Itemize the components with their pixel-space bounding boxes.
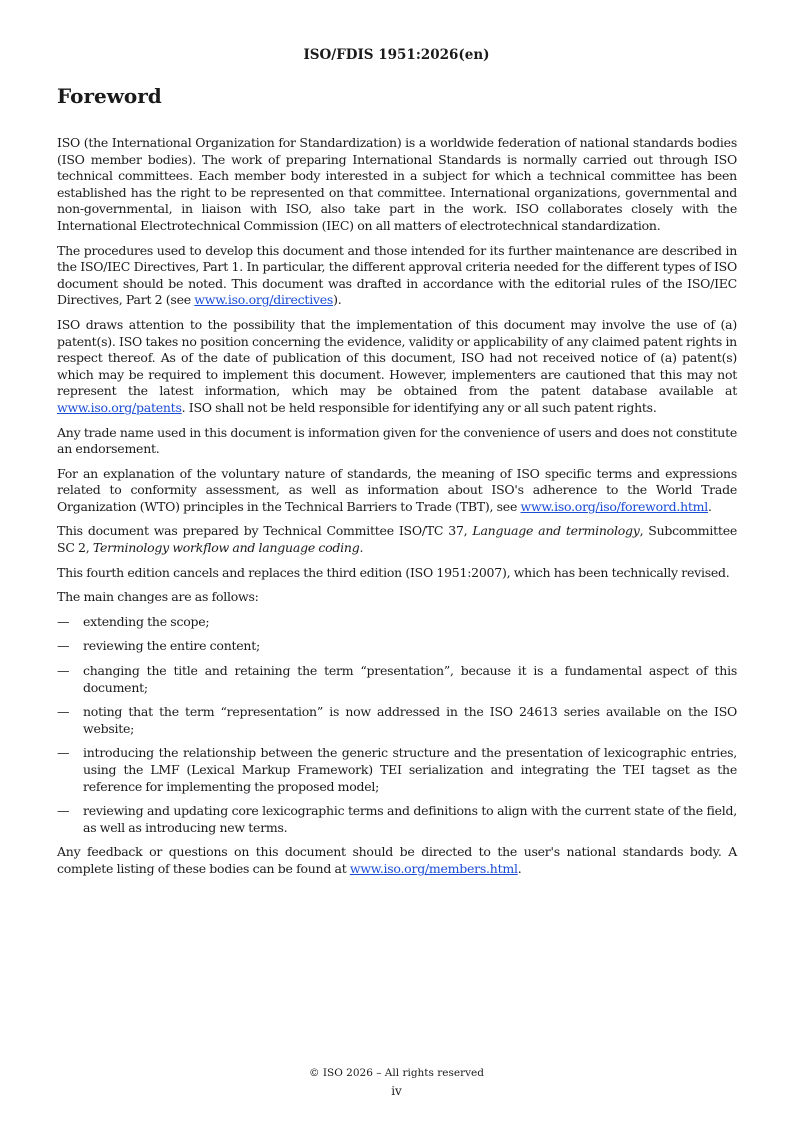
paragraph-iso-intro: ISO (the International Organization for Standardization) is a worldwide federation of national standards bodies (ISO member bodies). The work of preparing International Standards is normally carried out through ISO technical committees. Each member body interested in a subject for which a technical committee has been established has the right to be represented on that committee. International organizations, governmental and non-governmental, in liaison with ISO, also take part in the work. ISO collaborates closely with the International Electrotechnical Commission (IEC) on all matters of electrotechnical standardization. [57,135,737,233]
dash-bullet: — [57,803,70,819]
copyright-footer: © ISO 2026 – All rights reserved [309,1067,484,1079]
list-item [57,704,737,737]
page-title: Foreword [57,84,162,108]
paragraph-changes-intro: The main changes are as follows: [57,589,259,605]
members-link[interactable]: www.iso.org/members.html [349,860,518,876]
paragraph-text: ISO draws attention to the possibility that the implementation of this document may involve the use of (a) patent(s). ISO takes no position concerning the evidence, validity or applicability of any claimed patent rights in respect thereof. As of the date of publication of this document, ISO had not received notice of (a) patent(s) which may be required to implement this document. However, implementers are cautioned that this may not represent the latest information, which may be obtained from the patent database available at [57,316,737,399]
list-item [57,803,737,836]
paragraph-tail: ). [333,292,342,308]
patents-link[interactable]: www.iso.org/patents [57,399,182,415]
changes-list [57,614,737,837]
list-item-text: reviewing and updating core lexicographic terms and definitions to align with the current state of the field, as well as introducing new terms. [83,803,737,835]
list-item-text: changing the title and retaining the term “presentation”, because it is a fundamental aspect of this document; [83,663,737,695]
paragraph-tail: . [517,860,522,876]
paragraph-patents [57,317,737,417]
paragraph-text: For an explanation of the voluntary nature of standards, the meaning of ISO specific terms and expressions related to conformity assessment, as well as information about ISO's adherence to the World Trade Organization (WTO) principles in the Technical Barriers to Trade (TBT), see [57,465,737,514]
dash-bullet: — [57,638,70,654]
list-item-text: introducing the relationship between the generic structure and the presentation of lexicographic entries, using the LMF (Lexical Markup Framework) TEI serialization and integrating the TEI tagset as the reference for implementing the proposed model; [83,745,737,794]
dash-bullet: — [57,745,70,761]
list-item-text: reviewing the entire content; [83,638,260,654]
paragraph-tail: . [359,540,364,556]
paragraph-text: This document was prepared by Technical Committee ISO/TC 37, [57,523,473,539]
list-item [57,638,737,655]
directives-link[interactable]: www.iso.org/directives [194,292,334,308]
paragraph-text: Any feedback or questions on this document should be directed to the user's national standards body. A complete listing of these bodies can be found at [57,844,737,876]
paragraph-text: , Subcommittee SC 2, [57,523,737,556]
list-item [57,745,737,795]
list-item-text: extending the scope; [83,613,210,629]
page-number: iv [391,1084,402,1098]
dash-bullet: — [57,704,70,720]
paragraph-tail: . ISO shall not be held responsible for identifying any or all such patent rights. [181,399,657,415]
paragraph-feedback [57,844,737,877]
committee-title: Language and terminology [472,523,640,539]
dash-bullet: — [57,613,70,629]
list-item-text: noting that the term “representation” is now addressed in the ISO 24613 series available on the ISO website; [83,704,737,736]
paragraph-committee [57,523,737,556]
paragraph-edition: This fourth edition cancels and replaces the third edition (ISO 1951:2007), which has been technically revised. [57,564,730,580]
list-item [57,663,737,696]
document-id-header: ISO/FDIS 1951:2026(en) [303,47,490,63]
dash-bullet: — [57,663,70,679]
foreword-link[interactable]: www.iso.org/iso/foreword.html [520,498,709,514]
paragraph-trade-name: Any trade name used in this document is information given for the convenience of users and does not constitute an endorsement. [57,424,737,457]
paragraph-voluntary-nature [57,466,737,516]
list-item [57,614,737,631]
foreword-content [57,84,737,886]
paragraph-text: The procedures used to develop this document and those intended for its further maintenance are described in the ISO/IEC Directives, Part 1. In particular, the different approval criteria needed for the different types of ISO document should be noted. This document was drafted in accordance with the editorial rules of the ISO/IEC Directives, Part 2 (see [57,242,737,308]
paragraph-tail: . [708,498,712,514]
paragraph-procedures [57,243,737,309]
subcommittee-title: Terminology workflow and language coding [92,540,360,556]
